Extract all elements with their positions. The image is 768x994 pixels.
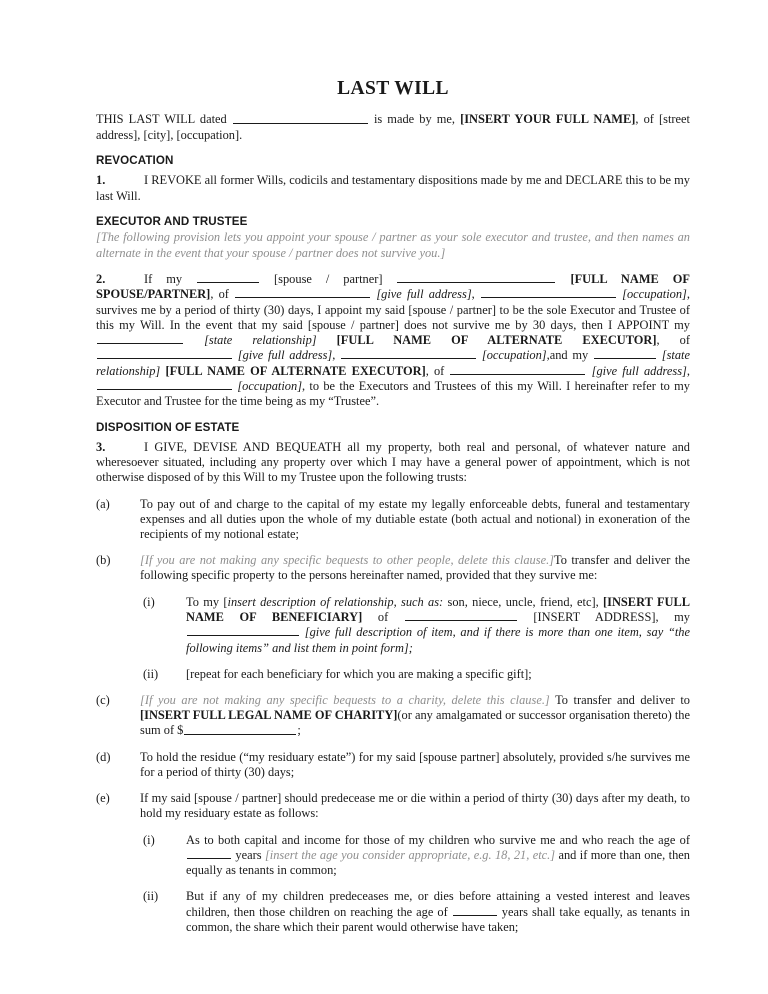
sub-item-e-ii-text: [186, 889, 690, 935]
clause-3-text: [96, 440, 690, 486]
spouse-occupation-hint: [occupation]: [622, 287, 687, 302]
list-item-d-marker: (d): [96, 749, 111, 764]
sub-item-b-ii: [143, 667, 690, 682]
alt-executor-relationship-hint-2: [state relationship]: [96, 348, 690, 378]
heading-revocation: REVOCATION: [96, 154, 174, 167]
clause-2-run-4: , of: [210, 287, 229, 302]
sub-item-e-i-run-1: As to both capital and income for those of my children who survive me and who reach the age of: [186, 832, 690, 847]
clause-1: [96, 173, 690, 203]
list-item-b-marker: (b): [96, 553, 111, 568]
list-item-b-text: [140, 553, 690, 583]
list-item-c-run-4: ;: [297, 723, 301, 738]
sub-item-e-i-marker: (i): [143, 832, 155, 847]
intro-mid-text: is made by me,: [373, 112, 455, 127]
clause-2-run-22: , to be the Executors and Trustees of this my Will. I hereinafter refer to my Executor and Trustee for the time being as my “Trustee”.: [96, 379, 690, 409]
sub-item-b-i-run-8: and list them in point form];: [268, 640, 413, 655]
sub-item-e-ii: [143, 889, 690, 935]
clause-2-run-8: , survives me by a period of thirty (30) days, I appoint my said [spouse / partner] to be the sole Executor and Trustee of this my Will. In the event that my said [spouse / partner] does not survive me by 30 days, then I APPOINT my: [96, 287, 690, 332]
sub-item-e-ii-marker: (ii): [143, 889, 159, 904]
sub-item-b-ii-text: [repeat for each beneficiary for which you are making a specific gift];: [186, 666, 532, 681]
list-item-b: [96, 553, 690, 583]
sub-item-b-i-run-6: [INSERT ADDRESS], my: [533, 610, 690, 625]
sub-item-e-ii-run-1: But if any of my children predeceases me, or dies before attaining a vested interest and leaves children, then those children on reaching the age of: [186, 889, 690, 919]
alt-executor-occupation-hint-2: [occupation]: [237, 379, 303, 394]
spouse-name-placeholder: [FULL NAME OF SPOUSE/PARTNER]: [96, 271, 690, 302]
grandchild-age-blank[interactable]: [453, 905, 497, 916]
alt-executor-address-hint-1: [give full address]: [237, 348, 333, 363]
list-item-c-text: [140, 693, 690, 739]
clause-2-run-13: ,: [332, 348, 336, 363]
clause-1-text: [96, 173, 690, 203]
list-item-d-text: To hold the residue (“my residuary estate”) for my said [spouse partner] absolutely, provided s/he survives me for a period of thirty (30) days;: [140, 749, 690, 779]
alt-executor-relationship-blank-2[interactable]: [594, 348, 656, 359]
list-item-e-marker: (e): [96, 791, 110, 806]
document-title: LAST WILL: [337, 78, 449, 99]
relationship-description-hint: insert description of relationship, such as:: [227, 594, 444, 609]
alt-executor-relationship-hint-1: [state relationship]: [204, 333, 317, 348]
date-blank[interactable]: [233, 112, 368, 123]
testator-name-placeholder: [INSERT YOUR FULL NAME]: [460, 112, 636, 127]
clause-1-number: 1.: [96, 173, 106, 188]
charity-sum-blank[interactable]: [184, 723, 296, 734]
alt-executor-occupation-hint-1: [occupation]: [481, 348, 547, 363]
sub-item-e-i-text: [186, 833, 690, 879]
list-item-b-hint: [If you are not making any specific bequests to other people, delete this clause.]: [140, 553, 554, 568]
clause-3: [96, 440, 690, 486]
list-item-a-marker: (a): [96, 496, 110, 511]
alt-executor-relationship-blank-1[interactable]: [97, 333, 183, 344]
clause-2-number: 2.: [96, 271, 106, 286]
list-item-a: [96, 497, 690, 543]
list-item-d: [96, 750, 690, 780]
alt-executor-address-blank-2[interactable]: [450, 364, 585, 375]
heading-disposition-of-estate: DISPOSITION OF ESTATE: [96, 420, 240, 434]
alt-executor-address-hint-2: [give full address]: [591, 363, 687, 378]
sub-item-b-i-marker: (i): [143, 594, 155, 609]
charity-name-placeholder: [INSERT FULL LEGAL NAME OF CHARITY]: [140, 708, 398, 723]
alt-executor-address-blank-1[interactable]: [97, 348, 232, 359]
clause-2-text: [96, 272, 690, 410]
clause-3-body: I GIVE, DEVISE AND BEQUEATH all my property, both real and personal, of whatever nature and wheresoever situated, including any property over which I may have a general power of appointment, which is not otherwise disposed of by this Will to my Trustee upon the following trusts:: [96, 440, 690, 485]
intro-post-text: , of [street address], [city], [occupation].: [96, 112, 690, 142]
clause-2-run-18: , of: [425, 363, 445, 378]
clause-2-run-11: , of: [656, 333, 690, 348]
sub-item-b-i-text: [186, 595, 690, 656]
alt-executor-name-placeholder-1: [FULL NAME OF ALTERNATE EXECUTOR]: [336, 333, 657, 348]
sub-item-b-i-run-5: of: [362, 610, 389, 625]
spouse-address-blank[interactable]: [235, 287, 370, 298]
list-item-c-run-1: To transfer and deliver to: [549, 692, 690, 707]
clause-2-run-1: If my: [144, 271, 183, 286]
clause-2-run-15: ,and my: [546, 348, 589, 363]
sub-item-b-ii-marker: (ii): [143, 666, 159, 681]
list-item-a-text: To pay out of and charge to the capital of my estate my legally enforceable debts, funeral and testamentary expenses and all duties upon the whole of my dutiable estate (both actual and notional) in exoneration of the recipients of my notional estate;: [140, 496, 690, 542]
clause-1-body: I REVOKE all former Wills, codicils and testamentary dispositions made by me and DECLARE this to be my last Will.: [96, 173, 690, 203]
item-description-blank[interactable]: [187, 625, 299, 636]
spouse-relationship-blank[interactable]: [197, 272, 259, 283]
beneficiary-address-blank[interactable]: [405, 610, 517, 621]
list-item-e-text: If my said [spouse / partner] should predecease me or die within a period of thirty (30) days after my death, to hold my residuary estate as follows:: [140, 791, 690, 821]
sub-item-b-i-run-1: To my [: [186, 594, 228, 609]
clause-2-run-20: ,: [686, 363, 690, 378]
executor-hint-text: [The following provision lets you appoint your spouse / partner as your sole executor and trustee, and then names an alternate in the event that your spouse / partner does not survive you.]: [96, 230, 690, 260]
intro-pre-text: THIS LAST WILL dated: [96, 112, 227, 127]
sub-item-e-i-run-2: years: [235, 847, 262, 862]
alt-executor-occupation-blank-1[interactable]: [341, 348, 476, 359]
beneficiary-name-placeholder: [INSERT FULL NAME OF BENEFICIARY]: [186, 594, 690, 625]
list-item-b-body: To transfer and deliver the following specific property to the persons hereinafter named, provided that they survive me:: [140, 553, 690, 583]
sub-item-e-ii-run-2: years shall take equally, as tenants in common, the share which their parent would otherwise have taken;: [186, 904, 690, 934]
list-item-e: [96, 791, 690, 821]
alt-executor-name-placeholder-2: [FULL NAME OF ALTERNATE EXECUTOR]: [165, 363, 426, 378]
document-content: [96, 78, 690, 946]
clause-2-run-6: ,: [471, 287, 475, 302]
intro-paragraph: [96, 112, 690, 143]
sub-item-e-i: [143, 833, 690, 879]
sub-item-b-i: [143, 595, 690, 656]
heading-executor-and-trustee: EXECUTOR AND TRUSTEE: [96, 214, 248, 228]
sub-item-b-i-run-3: son, niece, uncle, friend, etc],: [443, 594, 599, 609]
item-description-hint: [give full description of item, and if there is more than one item, say “the following items”: [186, 625, 690, 655]
vesting-age-blank[interactable]: [187, 848, 231, 859]
clause-3-number: 3.: [96, 440, 106, 455]
list-item-c: [96, 693, 690, 739]
list-item-c-marker: (c): [96, 692, 110, 707]
alt-executor-occupation-blank-2[interactable]: [97, 379, 232, 390]
clause-2: [96, 272, 690, 410]
spouse-name-blank[interactable]: [397, 272, 555, 283]
vesting-age-hint: [insert the age you consider appropriate, e.g. 18, 21, etc.]: [264, 847, 556, 862]
spouse-occupation-blank[interactable]: [481, 287, 616, 298]
clause-2-run-2: [spouse / partner]: [274, 271, 383, 286]
sub-item-e-i-run-4: and if more than one, then equally as tenants in common;: [186, 847, 690, 878]
list-item-c-run-3: (or any amalgamated or successor organisation thereto) the sum of $: [140, 708, 690, 738]
spouse-address-hint: [give full address]: [376, 287, 472, 302]
list-item-c-hint: [If you are not making any specific bequests to a charity, delete this clause.]: [140, 692, 550, 707]
